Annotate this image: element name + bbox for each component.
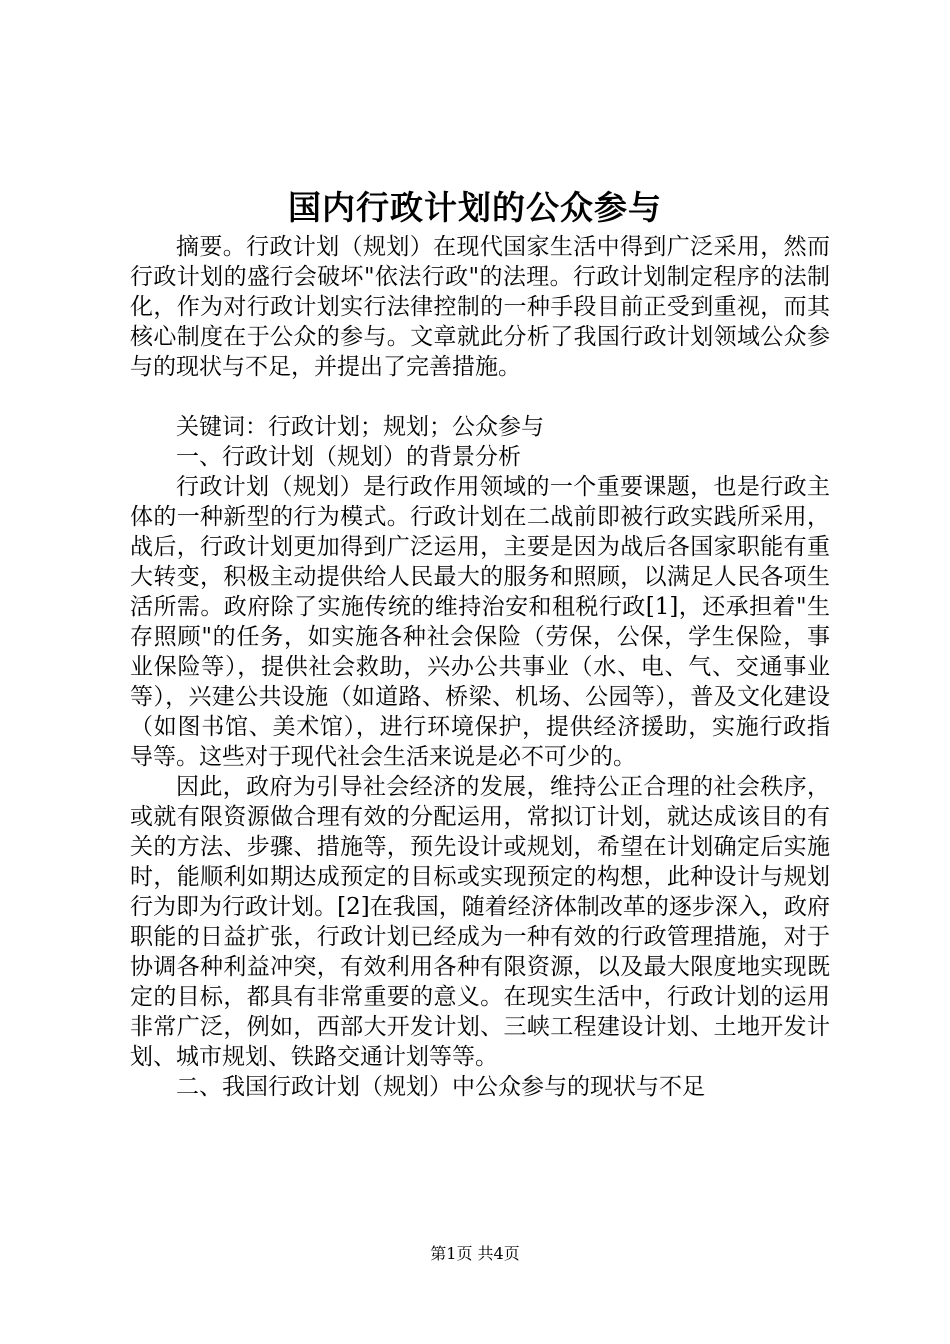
body-paragraph-1: 行政计划（规划）是行政作用领域的一个重要课题，也是行政主体的一种新型的行为模式。行政计划在二战前即被行政实践所采用，战后，行政计划更加得到广泛运用，主要是因为战后各国家职能有重大转变，积极主动提供给人民最大的服务和照顾，以满足人民各项生活所需。政府除了实施传统的维持治安和租税行政[1]，还承担着"生存照顾"的任务，如实施各种社会保险（劳保，公保，学生保险，事业保险等），提供社会救助，兴办公共事业（水、电、气、交通事业等），兴建公共设施（如道路、桥梁、机场、公园等），普及文化建设（如图书馆、美术馆），进行环境保护，提供经济援助，实施行政指导等。这些对于现代社会生活来说是必不可少的。: [130, 474, 830, 770]
body-paragraph-2: 因此，政府为引导社会经济的发展，维持公正合理的社会秩序，或就有限资源做合理有效的分配运用，常拟订计划，就达成该目的有关的方法、步骤、措施等，预先设计或规划，希望在计划确定后实施时，能顺利如期达成预定的目标或实现预定的构想，此种设计与规划行为即为行政计划。[2]在我国，随着经济体制改革的逐步深入，政府职能的日益扩张，行政计划已经成为一种有效的行政管理措施，对于协调各种利益冲突，有效利用各种有限资源，以及最大限度地实现既定的目标，都具有非常重要的意义。在现实生活中，行政计划的运用非常广泛，例如，西部大开发计划、三峡工程建设计划、土地开发计划、城市规划、铁路交通计划等等。: [130, 774, 830, 1070]
keywords-line: 关键词：行政计划；规划；公众参与: [176, 414, 544, 440]
document-body: [130, 232, 830, 1102]
abstract-paragraph: 摘要。行政计划（规划）在现代国家生活中得到广泛采用，然而行政计划的盛行会破坏"依法行政"的法理。行政计划制定程序的法制化，作为对行政计划实行法律控制的一种手段目前正受到重视，而其核心制度在于公众的参与。文章就此分析了我国行政计划领域公众参与的现状与不足，并提出了完善措施。: [130, 234, 830, 380]
document-title: 国内行政计划的公众参与: [288, 188, 662, 227]
section-heading-1: 一、行政计划（规划）的背景分析: [176, 444, 521, 470]
section-heading-2: 二、我国行政计划（规划）中公众参与的现状与不足: [176, 1074, 705, 1100]
page-footer: 第1页 共4页: [430, 1244, 520, 1263]
